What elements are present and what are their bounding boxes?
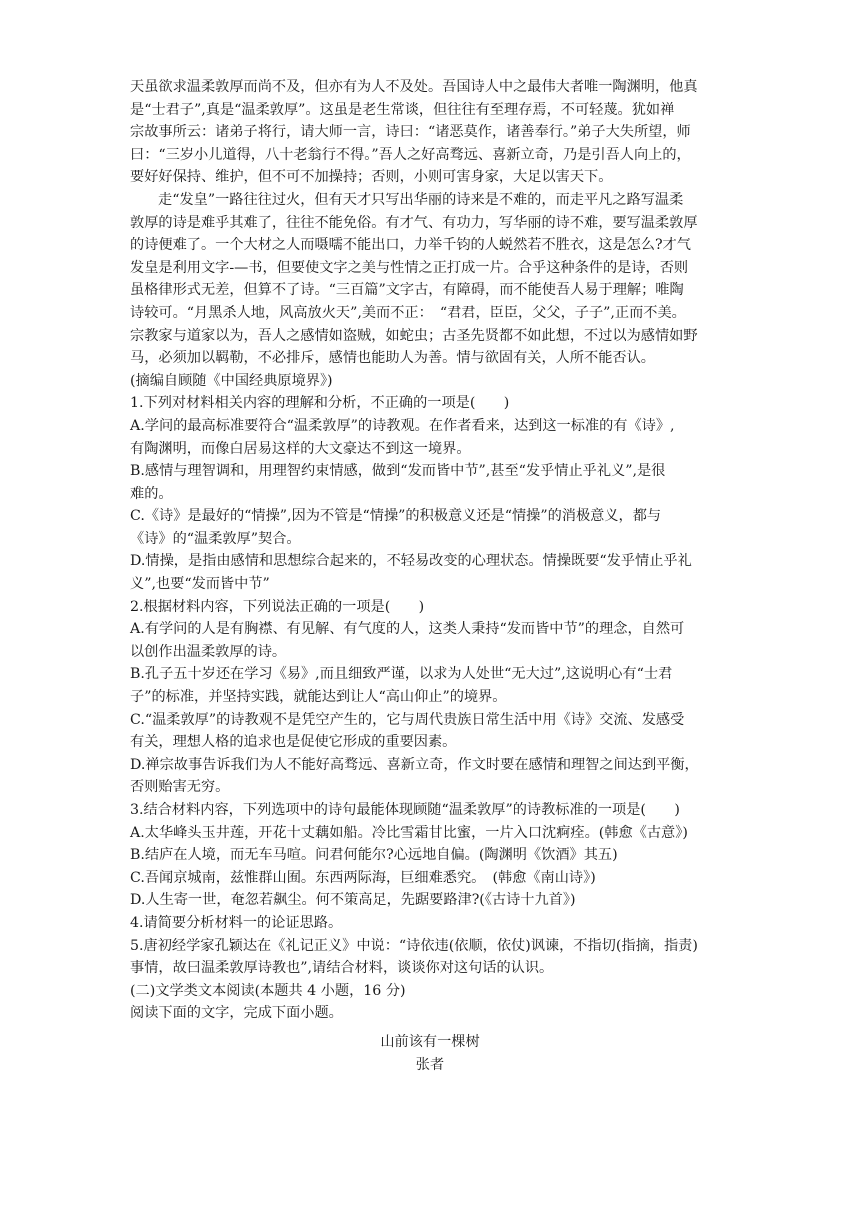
question-stem: 5.唐初经学家孔颖达在《礼记正义》中说：“诗依违(依顺，依仗)讽谏，不指切(指摘，指责) — [130, 937, 698, 954]
text-line: 要好好保持、维护，但不可不加操持；否则，小则可害身家，大足以害天下。 — [130, 169, 613, 186]
option-c-line: 有关，理想人格的追求也是促使它形成的重要因素。 — [130, 734, 457, 751]
question-stem: 3.结合材料内容，下列选项中的诗句最能体现顾随“温柔敦厚”的诗教标准的一项是( ) — [130, 802, 680, 818]
text-line: 走“发皇”一路往往过火，但有天才只写出华丽的诗来是不难的，而走平凡之路写温柔 — [158, 191, 684, 208]
section-heading: (二)文学类文本阅读(本题共 4 小题，16 分) — [130, 982, 406, 999]
source-note: (摘编自顾随《中国经典原境界》) — [130, 372, 333, 389]
text-line: 是“士君子”,真是“温柔敦厚”。这虽是老生常谈，但往往有至理存焉，不可轻蔑。犹如禅 — [130, 101, 675, 118]
option-b-line: B.结庐在人境，而无车马喧。问君何能尔?心远地自偏。(陶渊明《饮酒》其五) — [130, 847, 618, 864]
story-header — [130, 1031, 730, 1076]
text-line: 宗故事所云：诸弟子将行，请大师一言，诗曰：“诸恶莫作，诸善奉行。”弟子大失所望，师 — [130, 124, 691, 141]
question-stem-continued: 事情，故曰温柔敦厚诗教也”,请结合材料，谈谈你对这句话的认识。 — [130, 960, 554, 977]
text-line: 马，必须加以羁勒，不必排斥，感情也能助人为善。情与欲固有关，人所不能否认。 — [130, 350, 655, 367]
text-line: 天虽欲求温柔敦厚而尚不及，但亦有为人不及处。吾国诗人中之最伟大者唯一陶渊明，他真 — [130, 79, 698, 95]
question-2 — [130, 596, 730, 799]
text-line: 的诗便难了。一个大材之人而嗫嚅不能出口，力举千钧的人蜕然若不胜衣，这是怎么?才气 — [130, 237, 691, 254]
option-a-line: 以创作出温柔敦厚的诗。 — [130, 643, 287, 660]
question-4 — [130, 912, 730, 935]
option-a-line: A.学问的最高标准要符合“温柔敦厚”的诗教观。在作者看来，达到这一标准的有《诗》, — [130, 417, 675, 434]
option-d-line: D.禅宗故事告诉我们为人不能好高骛远、喜新立奇，作文时要在感情和理智之间达到平衡， — [130, 756, 699, 773]
document-page — [130, 76, 730, 1076]
option-d-line: D.情操，是指由感情和思想综合起来的，不轻易改变的心理状态。情操既要“发乎情止乎礼 — [130, 553, 692, 570]
text-line: 曰：“三岁小儿道得，八十老翁行不得。”吾人之好高骛远、喜新立奇，乃是引吾人向上的， — [130, 146, 691, 163]
question-stem: 1.下列对材料相关内容的理解和分析，不正确的一项是( ) — [130, 395, 510, 412]
option-c-line: 《诗》的“温柔敦厚”契合。 — [130, 530, 301, 547]
option-b-line: B.感情与理智调和，用理智约束情感，做到“发而皆中节”,甚至“发乎情止乎礼义”,是很 — [130, 463, 666, 480]
story-author: 张者 — [415, 1056, 445, 1073]
option-d-line: 义”,也要“发而皆中节” — [130, 576, 270, 593]
option-a-line: A.太华峰头玉井莲，开花十丈藕如船。冷比雪霜甘比蜜，一片入口沈痾痊。(韩愈《古意》) — [130, 824, 688, 841]
question-stem: 2.根据材料内容，下列说法正确的一项是( ) — [130, 598, 425, 615]
option-c-line: C.吾闻京城南，兹惟群山囿。东西两际海，巨细难悉究。 (韩愈《南山诗》) — [130, 869, 596, 886]
option-a-line: 有陶渊明，而像白居易这样的大文豪达不到这一境界。 — [130, 440, 471, 457]
option-b-line: 子”的标准，并坚持实践，就能达到让人“高山仰止”的境界。 — [130, 689, 507, 706]
question-5 — [130, 935, 730, 980]
text-line: 敦厚的诗是难乎其难了，往往不能免俗。有才气、有功力，写华丽的诗不难，要写温柔敦厚 — [130, 214, 698, 231]
question-3 — [130, 799, 730, 912]
option-d-line: D.人生寄一世，奄忽若飙尘。何不策高足，先踞要路津?(《古诗十九首》) — [130, 892, 576, 909]
text-line: 发皇是利用文字-—书，但要使文字之美与性情之正打成一片。合乎这种条件的是诗，否则 — [130, 259, 689, 276]
option-b-line: 难的。 — [130, 485, 173, 502]
text-line: 诗较可。“月黑杀人地，风高放火天”,美而不正： “君君，臣臣，父父，子子”,正而不美。 — [130, 304, 686, 321]
story-title: 山前该有一棵树 — [380, 1033, 480, 1050]
option-c-line: C.《诗》是最好的“情操”,因为不管是“情操”的积极意义还是“情操”的消极意义，都与 — [130, 508, 662, 525]
passage-second-paragraph — [130, 189, 730, 370]
question-1 — [130, 392, 730, 595]
text-line: 宗教家与道家以为，吾人之感情如盗贼，如蛇虫；古圣先贤都不如此想，不过以为感情如野 — [130, 327, 698, 344]
text-line: 虽格律形式无差，但算不了诗。“三百篇”文字古，有障碍，而不能使吾人易于理解；唯陶 — [130, 282, 684, 299]
option-d-line: 否则贻害无穷。 — [130, 779, 230, 796]
question-stem: 4.请简要分析材料一的论证思路。 — [130, 914, 343, 931]
option-c-line: C.“温柔敦厚”的诗教观不是凭空产生的，它与周代贵族日常生活中用《诗》交流、发感受 — [130, 711, 685, 728]
option-a-line: A.有学问的人是有胸襟、有见解、有气度的人，这类人秉持“发而皆中节”的理念，自然可 — [130, 621, 685, 638]
option-b-line: B.孔子五十岁还在学习《易》,而且细致严谨，以求为人处世“无大过”,这说明心有“士君 — [130, 666, 673, 683]
passage-first-paragraph — [130, 76, 730, 189]
instruction-text: 阅读下面的文字，完成下面小题。 — [130, 1005, 343, 1022]
